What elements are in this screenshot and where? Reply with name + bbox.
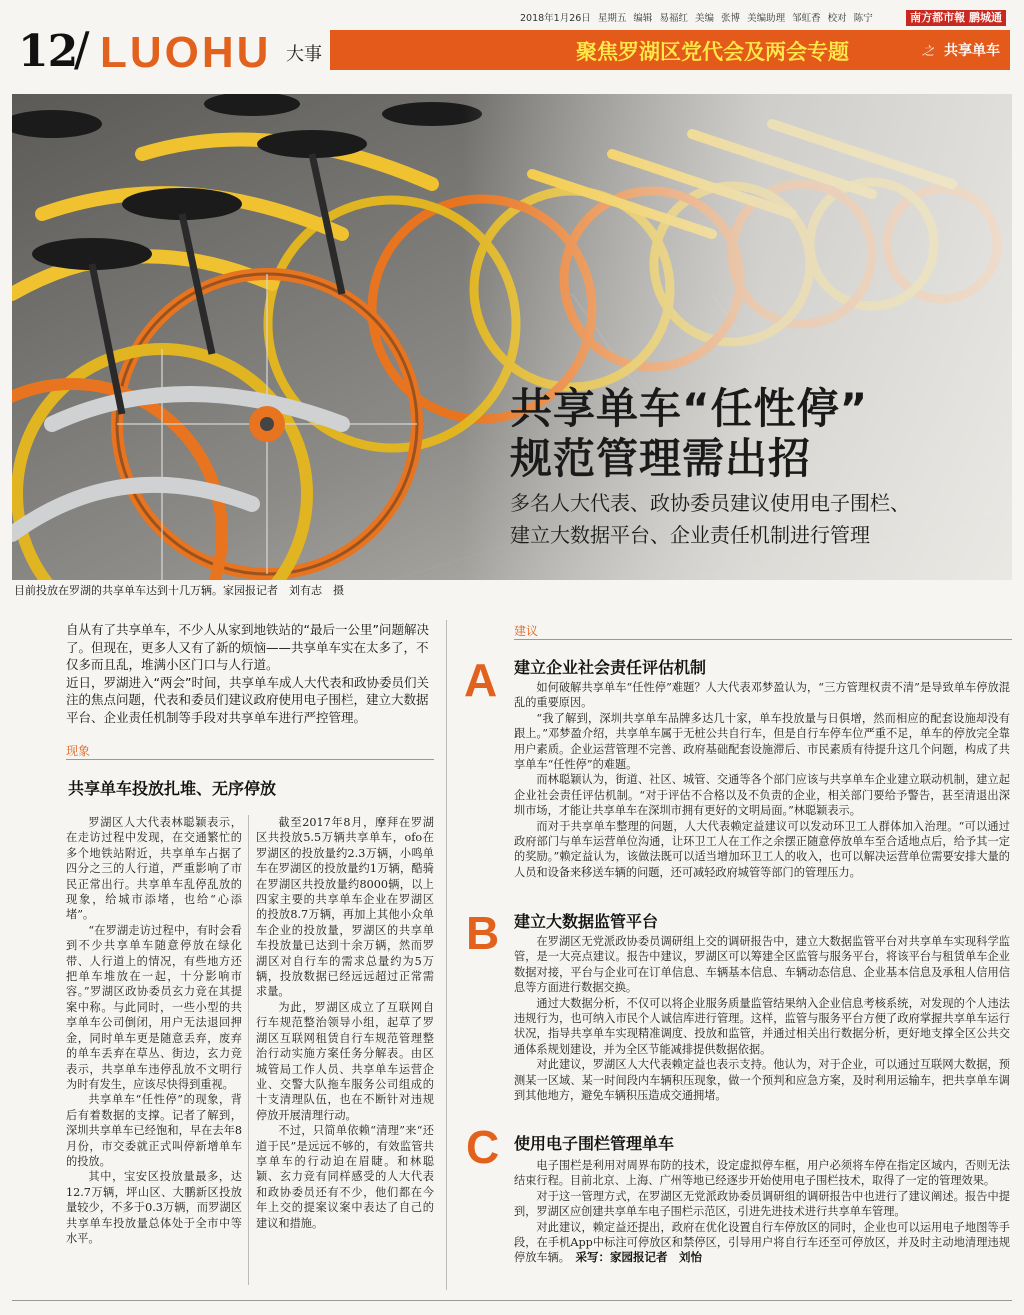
- body-paragraph: 罗湖区人大代表林聪颖表示，在走访过程中发现，在交通繁忙的多个地铁站附近，共享单车占据了四分之三的人行道，严重影响了市民正常出行。共享单车乱停乱放的现象，给城市添堵，也给“心添堵”。: [66, 816, 242, 922]
- body-paragraph: 而林聪颖认为，街道、社区、城管、交通等各个部门应该与共享单车企业建立联动机制，建立起企业社会责任评估机制。“对于评估不合格以及不负责的企业，相关部门要给予警告，甚至清退出深圳市场，才能让共享单车在深圳市拥有更好的文明局面。”林聪颖表示。: [514, 773, 1010, 818]
- lede: [66, 621, 434, 727]
- bottom-rule: [12, 1300, 1012, 1301]
- item-letter-b: B: [466, 907, 500, 959]
- body-paragraph: 在罗湖区无党派政协委员调研组上交的调研报告中，建立大数据监管平台对共享单车实现科学监管，是一大亮点建议。报告中建议，罗湖区可以筹建全区监管与服务平台，将该平台与租赁单车企业数据对接，平台与企业可在订单信息、车辆基本信息、车辆动态信息、企业基本信息及承租人信用信息等方面进行数据交换。: [514, 935, 1010, 995]
- meta-designer: 张博: [721, 13, 741, 24]
- banner-connector: 之: [922, 44, 935, 58]
- byline: 采写：家园报记者 刘怡: [575, 1250, 703, 1265]
- meta-label-proofreader: 校对: [827, 13, 847, 24]
- body-paragraph: 如何破解共享单车“任性停”难题？人大代表邓梦盈认为，“三方管理权责不清”是导致单车停放混乱的重要原因。: [514, 681, 1010, 710]
- page-slash: /: [74, 22, 90, 76]
- issue-meta-line: [520, 10, 1010, 28]
- body-paragraph: 而对于共享单车整理的问题，人大代表赖定益建议可以发动环卫工人群体加入治理。“可以通过政府部门与单车运营单位沟通，让环卫工人在工作之余摆正随意停放单车至合适地点后，给予其一定的奖励。”赖定益认为，该做法既可以适当增加环卫工人的收入，也可以解决运营单位需要安排大量的人员和设备来移送车辆的问题，还可减轻政府城管等部门的管理压力。: [514, 819, 1010, 879]
- body-paragraph: 共享单车“任性停”的现象，背后有着数据的支撑。记者了解到，深圳共享单车已经饱和，早在去年8月份，市交委就正式叫停新增单车的投放。: [66, 1093, 242, 1168]
- subheadline-line-2: 建立大数据平台、企业责任机制进行管理: [510, 523, 870, 547]
- page-divider: [446, 620, 447, 1290]
- body-paragraph: “我了解到，深圳共享单车品牌多达几十家，单车投放量与日俱增，然而相应的配套设施却没有跟上。”邓梦盈介绍，共享单车属于无桩公共自行车，但是自行车停车位严重不足，单车的停放完全靠用户素质。企业运营管理不完善、政府基础配套设施滞后、市民素质有待提升这几个问题，构成了共享单车“任性停”的难题。: [514, 711, 1010, 772]
- section-name: LUOHU: [100, 28, 272, 77]
- item-body-b: [514, 934, 1010, 1103]
- section-title-phenomenon: 共享单车投放扎堆、无序停放: [68, 779, 277, 798]
- body-paragraph: 不过，只简单依赖“清理”来“还道于民”是远远不够的，有效监管共享单车的行动迫在眉睫。和林聪颖、玄力竞有同样感受的人大代表和政协委员还有不少，他们都在今年上交的提案议案中表达了自己的建议和措施。: [256, 1124, 434, 1230]
- body-paragraph: “在罗湖走访过程中，有时会看到不少共享单车随意停放在绿化带、人行道上的情况，有些地方还把单车堆放在一起，十分影响市容。”罗湖区政协委员玄力竞在其提案中称。与此同时，一些小型的共享单车公司倒闭，用户无法退回押金，同时单车更是随意丢弃，废弃的单车丢弃在草丛、街边，玄力竞表示，共享单车违停乱放不文明行为时有发生，应该尽快得到重视。: [66, 923, 242, 1091]
- meta-label-designer: 美编: [694, 13, 714, 24]
- photo-caption: 目前投放在罗湖的共享单车达到十几万辆。家园报记者 刘有志 摄: [14, 584, 344, 597]
- item-letter-c: C: [466, 1121, 500, 1173]
- section-label-suggestion: 建议: [514, 624, 539, 638]
- item-title-c: 使用电子围栏管理单车: [514, 1134, 675, 1153]
- subheadline-line-1: 多名人大代表、政协委员建议使用电子围栏、: [510, 491, 910, 515]
- item-title-b: 建立大数据监管平台: [514, 912, 659, 931]
- body-paragraph: 通过大数据分析，不仅可以将企业服务质量监管结果纳入企业信息考核系统，对发现的个人违法违规行为，也可纳入市民个人诚信库进行管理。这样，监管与服务平台方便了政府掌握共享单车运行状况，指导共享单车实现精准调度、投放和监管，并通过相关出行数据分析，更好地支撑全区公共交通体系规划建设，并为全区节能减排提供数据依据。: [514, 996, 1010, 1056]
- issue-weekday: 星期五: [597, 13, 627, 24]
- headline-line-1: 共享单车“任性停”: [510, 384, 869, 433]
- section-subname: 大事: [286, 44, 322, 65]
- banner-subtitle: 共享单车: [944, 43, 1000, 59]
- column-divider: [248, 815, 249, 1285]
- issue-date: 2018年1月26日: [520, 13, 591, 24]
- meta-label-assistant: 美编助理: [747, 13, 786, 24]
- lede-paragraph: 自从有了共享单车，不少人从家到地铁站的“最后一公里”问题解决了。但现在，更多人又有了新的烦恼——共享单车实在太多了，不仅多而且乱，堆满小区门口与人行道。: [66, 622, 429, 673]
- meta-editor: 易福红: [659, 13, 688, 24]
- body-column-2: [256, 815, 434, 1231]
- body-paragraph: 对此建议，罗湖区人大代表赖定益也表示支持。他认为，对于企业，可以通过互联网大数据，预测某一区域、某一时间段内车辆积压现象，做一个预判和应急方案，及时利用运输车，把共享单车调到其他地方，避免车辆积压造成交通拥堵。: [514, 1058, 1010, 1103]
- item-title-a: 建立企业社会责任评估机制: [514, 658, 707, 677]
- body-paragraph: 截至2017年8月，摩拜在罗湖区共投放5.5万辆共享单车，ofo在罗湖区的投放量约2.3万辆，小鸣单车在罗湖区的投放量约1万辆，酷骑在罗湖区共投放量约8000辆，以上四家主要的共享单车企业在罗湖区的投放8.7万辆，再加上其他小众单车企业的投放量，罗湖区的共享单车投放量已达到十余万辆，然而罗湖区对自行车的需求总量约为5万辆，投放数据已经远远超过正常需求量。: [256, 816, 434, 999]
- body-paragraph: 为此，罗湖区成立了互联网自行车规范整治领导小组，起草了罗湖区互联网租赁自行车规范管理整治行动实施方案任务分解表。由区城管局工作人员、共享单车运营企业、交警大队拖车服务公司组成的十支清理队伍，也在不断针对违规停放开展清理行动。: [256, 1000, 434, 1122]
- item-letter-a: A: [464, 654, 498, 706]
- lead-photo: [12, 94, 1012, 580]
- headline-line-2: 规范管理需出招: [510, 434, 812, 483]
- page-number: 12: [18, 26, 78, 77]
- section-rule: [514, 639, 1012, 640]
- item-body-c: [514, 1158, 1010, 1266]
- body-paragraph-text: 对此建议，赖定益还提出，政府在优化设置自行车停放区的同时，企业也可以运用电子地图等手段，在手机App中标注可停放区和禁停区，引导用户将自行车还至可停放区，并及时主动地清理违规停放车辆。: [514, 1220, 1010, 1265]
- meta-assistant: 邹虹香: [792, 13, 821, 24]
- body-paragraph: 对于这一管理方式，在罗湖区无党派政协委员调研组的调研报告中也进行了建议阐述。报告中提到，罗湖区应创建共享单车电子围栏示范区，引进先进技术进行共享单车管理。: [514, 1189, 1010, 1219]
- meta-proofreader: 陈宁: [853, 13, 873, 24]
- headline-block: [510, 384, 910, 548]
- lede-paragraph: 近日，罗湖进入“两会”时间，共享单车成人大代表和政协委员们关注的焦点问题，代表和委员们建议政府使用电子围栏，建立大数据平台、企业责任机制等手段对共享单车进行严控管理。: [66, 674, 429, 725]
- newspaper-logo: 南方都市報 鹏城通: [906, 10, 1006, 26]
- banner-title: 聚焦罗湖区党代会及两会专题: [576, 40, 849, 64]
- body-paragraph: [514, 1220, 1010, 1266]
- body-paragraph: 电子围栏是利用对周界布防的技术，设定虚拟停车框，用户必须将车停在指定区域内，否则无法结束行程。目前北京、上海、广州等地已经逐步开始使用电子围栏技术，取得了一定的管理效果。: [514, 1159, 1010, 1188]
- topic-banner: [330, 30, 1010, 70]
- section-label-phenomenon: 现象: [66, 744, 91, 758]
- section-rule: [66, 759, 434, 760]
- meta-label-editor: 编辑: [633, 13, 653, 24]
- body-paragraph: 其中，宝安区投放量最多，达12.7万辆，坪山区、大鹏新区投放量较少，不多于0.3万辆，而罗湖区共享单车投放量总体处于全市中等水平。: [66, 1170, 242, 1245]
- body-column-1: [66, 815, 242, 1246]
- item-body-a: [514, 680, 1010, 880]
